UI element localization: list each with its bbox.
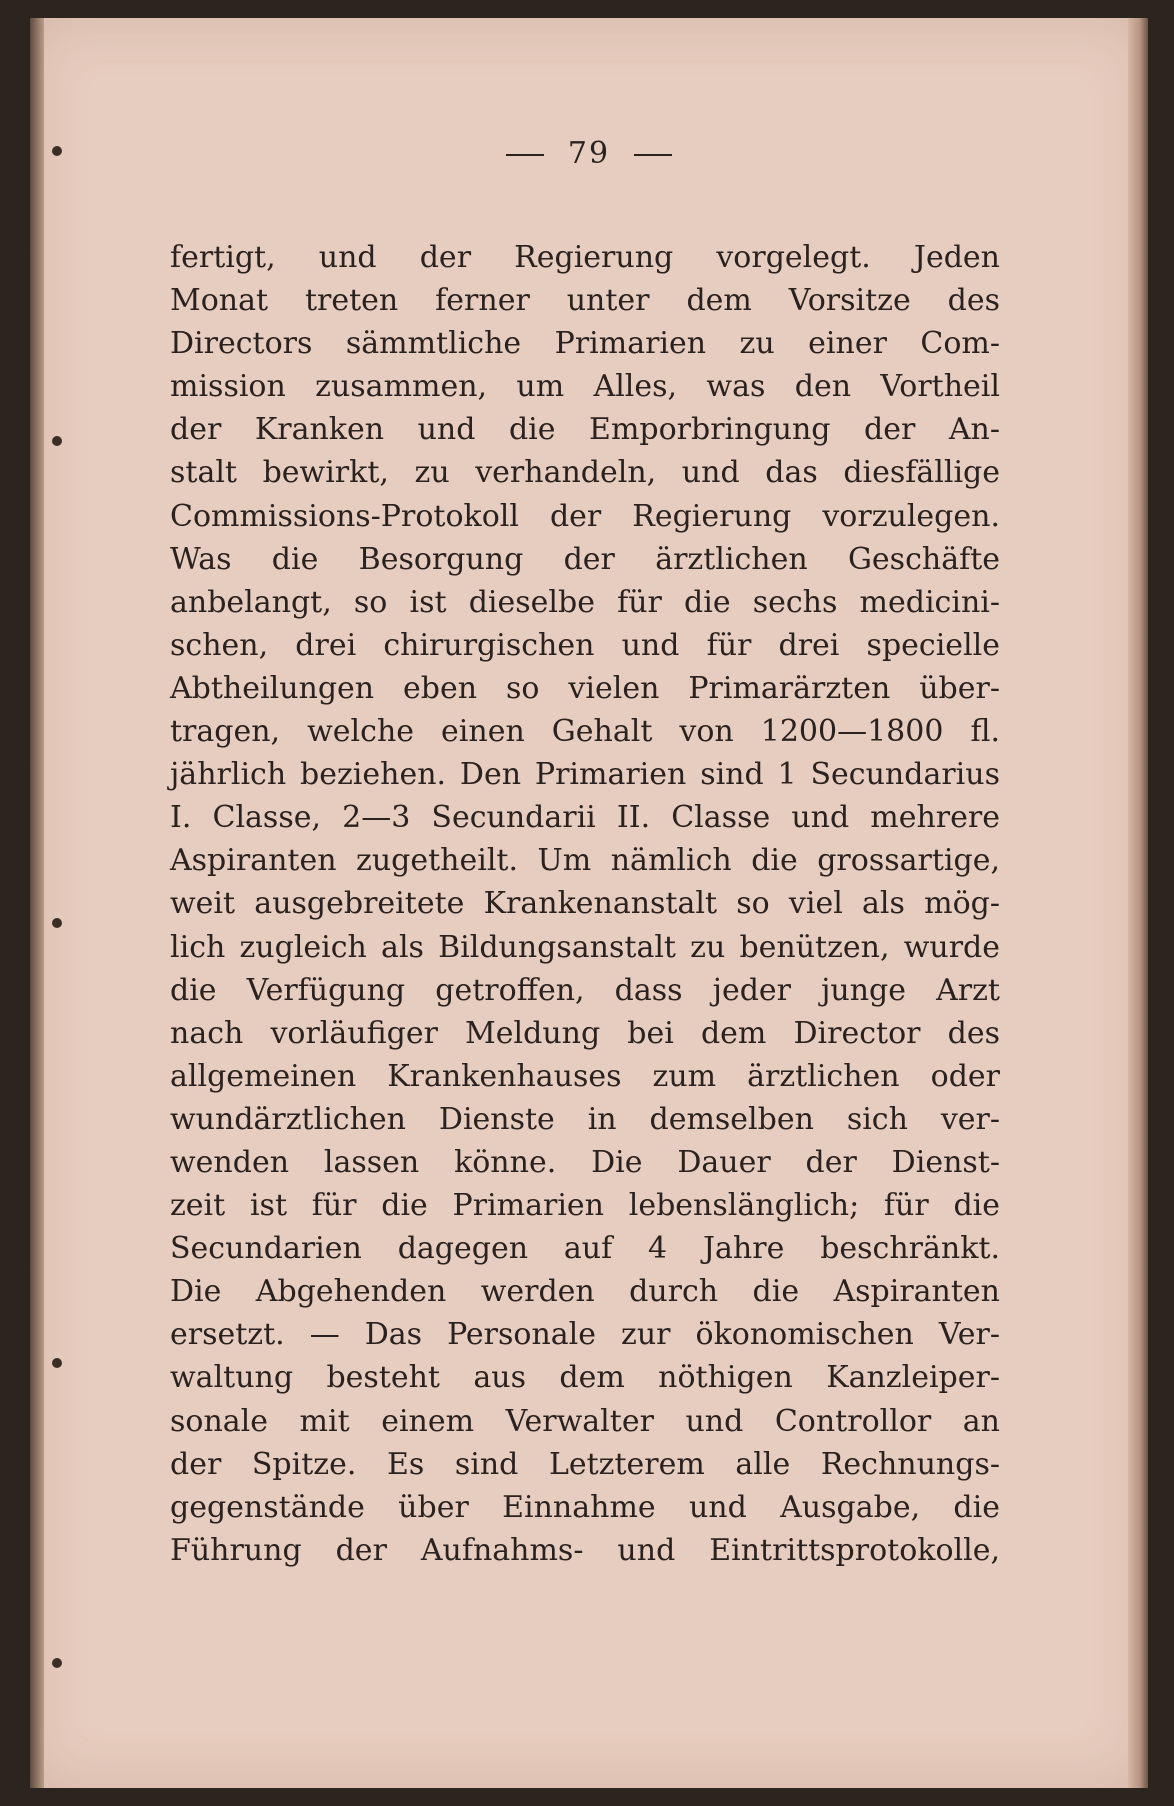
text-line: Was die Besorgung der ärztlichen Geschäfte: [170, 541, 1000, 577]
text-line: jährlich beziehen. Den Primarien sind 1 Secundarius: [170, 757, 1000, 793]
header-dash-right: [634, 154, 672, 156]
text-line: Abtheilungen eben so vielen Primarärzten über-: [170, 670, 1000, 706]
text-line: stalt bewirkt, zu verhandeln, und das diesfällige: [170, 455, 1000, 491]
text-line: zeit ist für die Primarien lebenslänglich; für die: [170, 1188, 1000, 1224]
text-line: Directors sämmtliche Primarien zu einer Com-: [170, 326, 1000, 362]
text-line: I. Classe, 2—3 Secundarii II. Classe und mehrere: [170, 800, 1000, 836]
page-fore-edge: [1128, 18, 1148, 1788]
text-line: lich zugleich als Bildungsanstalt zu benützen, wurde: [170, 929, 1000, 965]
text-line: schen, drei chirurgischen und für drei specielle: [170, 627, 1000, 663]
text-line: gegenstände über Einnahme und Ausgabe, die: [170, 1489, 1000, 1525]
text-line: ersetzt. — Das Personale zur ökonomischen Ver-: [170, 1317, 1000, 1353]
text-line: wundärztlichen Dienste in demselben sich ver-: [170, 1101, 1000, 1137]
page-binding-edge: [30, 18, 44, 1788]
text-line: mission zusammen, um Alles, was den Vortheil: [170, 369, 1000, 405]
text-line: Führung der Aufnahms- und Eintrittsprotokolle,: [170, 1532, 1000, 1568]
header-dash-left: [506, 154, 544, 156]
text-line: der Spitze. Es sind Letzterem alle Rechnungs-: [170, 1446, 1000, 1482]
binding-stitch: [52, 436, 62, 446]
text-line: Commissions-Protokoll der Regierung vorzulegen.: [170, 498, 1000, 534]
book-page: [30, 18, 1148, 1788]
body-text: [170, 236, 1000, 1572]
text-line: Secundarien dagegen auf 4 Jahre beschränkt.: [170, 1231, 1000, 1267]
text-line: der Kranken und die Emporbringung der An-: [170, 412, 1000, 448]
binding-stitch: [52, 1358, 62, 1368]
text-line: fertigt, und der Regierung vorgelegt. Jeden: [170, 240, 1000, 275]
text-line: sonale mit einem Verwalter und Controllor an: [170, 1403, 1000, 1439]
text-line: anbelangt, so ist dieselbe für die sechs medicini-: [170, 584, 1000, 620]
text-line: allgemeinen Krankenhauses zum ärztlichen oder: [170, 1058, 1000, 1094]
text-line: die Verfügung getroffen, dass jeder junge Arzt: [170, 972, 1000, 1008]
text-line: Monat treten ferner unter dem Vorsitze des: [170, 283, 1000, 319]
page-header: [30, 136, 1148, 171]
binding-stitch: [52, 918, 62, 928]
text-line: wenden lassen könne. Die Dauer der Dienst-: [170, 1144, 1000, 1180]
text-line: waltung besteht aus dem nöthigen Kanzleiper-: [170, 1360, 1000, 1396]
page-number: 79: [567, 136, 611, 171]
text-line: Die Abgehenden werden durch die Aspiranten: [170, 1274, 1000, 1310]
text-line: Aspiranten zugetheilt. Um nämlich die grossartige,: [170, 843, 1000, 879]
text-line: tragen, welche einen Gehalt von 1200—1800 fl.: [170, 714, 1000, 750]
binding-stitch: [52, 1658, 62, 1668]
text-line: nach vorläufiger Meldung bei dem Director des: [170, 1015, 1000, 1051]
text-line: weit ausgebreitete Krankenanstalt so viel als mög-: [170, 886, 1000, 922]
